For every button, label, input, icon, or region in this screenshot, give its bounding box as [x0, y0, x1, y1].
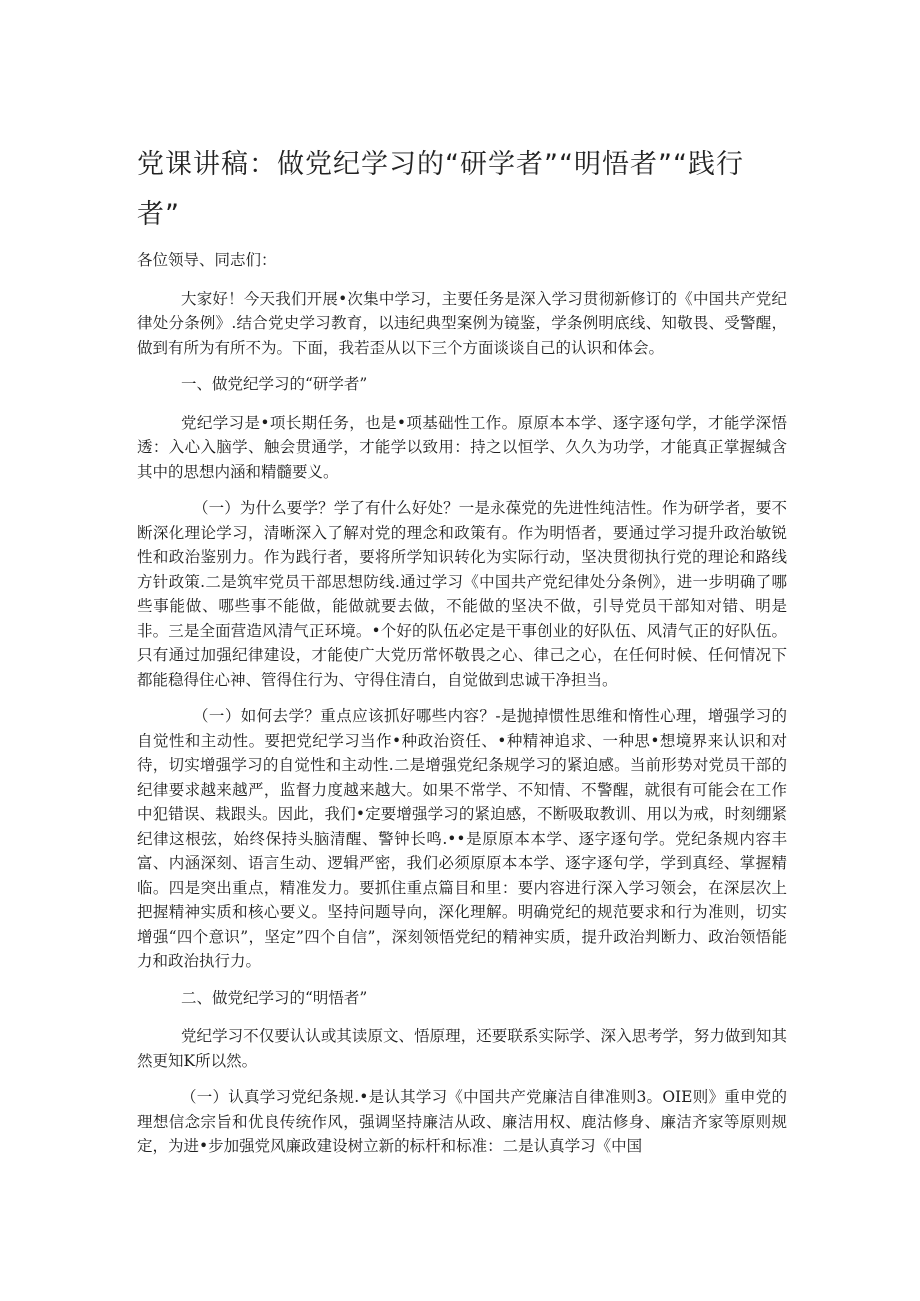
document-body: [137, 248, 787, 1171]
section-heading-2: 二、做党纪学习的“明悟者”: [181, 988, 368, 1007]
section-heading-1: 一、做党纪学习的“研学者”: [181, 375, 368, 393]
paragraph-why-learn: （一）为什么要学？学了有什么好处？一是永葆党的先进性纯洁性。作为研学者，要不断深化理论学习，清晰深入了解对党的理念和政策有。作为明悟者，要通过学习提升政治敏锐性和政治鉴别力。作为践行者，要将所学知识转化为实际行动，坚决贯彻执行党的理论和路线方针政策.二是筑牢党员干部思想防线.通过学习《中国共产党纪律处分条例》，进一步明确了哪些事能做、哪些事不能做，能做就要去做，不能做的坚决不做，引导党员干部知对错、明是非。三是全面营造风清气正环境。•个好的队伍必定是干事创业的好队伍、风清气正的好队伍。只有通过加强纪律建设，才能使广大党历常怀敬畏之心、律己之心，在任何时候、任何情况下都能稳得住心神、管得住行为、守得住清白，自觉做到忠诚干净担当。: [137, 499, 787, 689]
document-title: 党课讲稿：做党纪学习的“研学者”“明悟者”“践行者”: [137, 149, 744, 230]
salutation: 各位领导、同志们：: [137, 251, 277, 269]
paragraph-how-learn: （一）如何去学？重点应该抓好哪些内容？-是抛掉惯性思维和惰性心理，增强学习的自觉性和主动性。要把党纪学习当作•种政治资任、•种精神追求、一种思•想境界来认识和对待，切实增强学习的自觉性和主动性.二是增强党纪条规学习的紧迫感。当前形势对党员干部的纪律要求越来越严，监督力度越来越大。如果不常学、不知情、不警醒，就很有可能会在工作中犯错误、栽跟头。因此，我们•定要增强学习的紧迫感，不断吸取教训、用以为戒，时刻绷紧纪律这根弦，始终保持头脑清醒、警钟长鸣.••是原原本本学、逐字逐句学。党纪条规内容丰富、内涵深刻、语言生动、逻辑严密，我们必须原原本本学、逐字逐句学，学到真经、掌握精临。四是突出重点，精准发力。要抓住重点篇目和里：要内容进行深入学习领会，在深层次上把握精神实质和核心要义。坚持问题导向，深化理解。明确党纪的规范要求和行为准则，切实增强“四个意识”，坚定”四个自信”，深刻领悟党纪的精神实质，提升政治判断力、政治领悟能力和政治执行力。: [137, 707, 787, 970]
paragraph-study-rules: （一）认真学习党纪条规.•是认其学习《中国共产党廉洁自律准则3。OIE则》重申党的理想信念宗旨和优良传统作风，强调坚持廉洁从政、廉洁用权、鹿沽修身、廉洁齐家等原则规定，为进•步加强党风廉政建设树立新的标杆和标准：二是认真学习《中国: [137, 1088, 787, 1155]
paragraph-section-2-intro: 党纪学习不仅要认认或其读原文、悟原理，还要联系实际学、深入思考学，努力做到知其然更知K所以然。: [137, 1027, 787, 1070]
paragraph-intro: 大家好！今天我们开展•次集中学习，主要任务是深入学习贯彻新修订的《中国共产党纪律处分条例》.结合党史学习教育，以违纪典型案例为镜鉴，学条例明底线、知敬畏、受警醒，做到有所为有所不为。下面，我若歪从以下三个方面谈谈自己的认识和体会。: [137, 289, 787, 357]
paragraph-section-1-intro: 党纪学习是•项长期任务，也是•项基础性工作。原原本本学、逐字逐句学，才能学深悟透：入心入脑学、触会贯通学，才能学以致用：持之以恒学、久久为功学，才能真正掌握缄含其中的思想内涵和精髓要义。: [137, 413, 787, 481]
